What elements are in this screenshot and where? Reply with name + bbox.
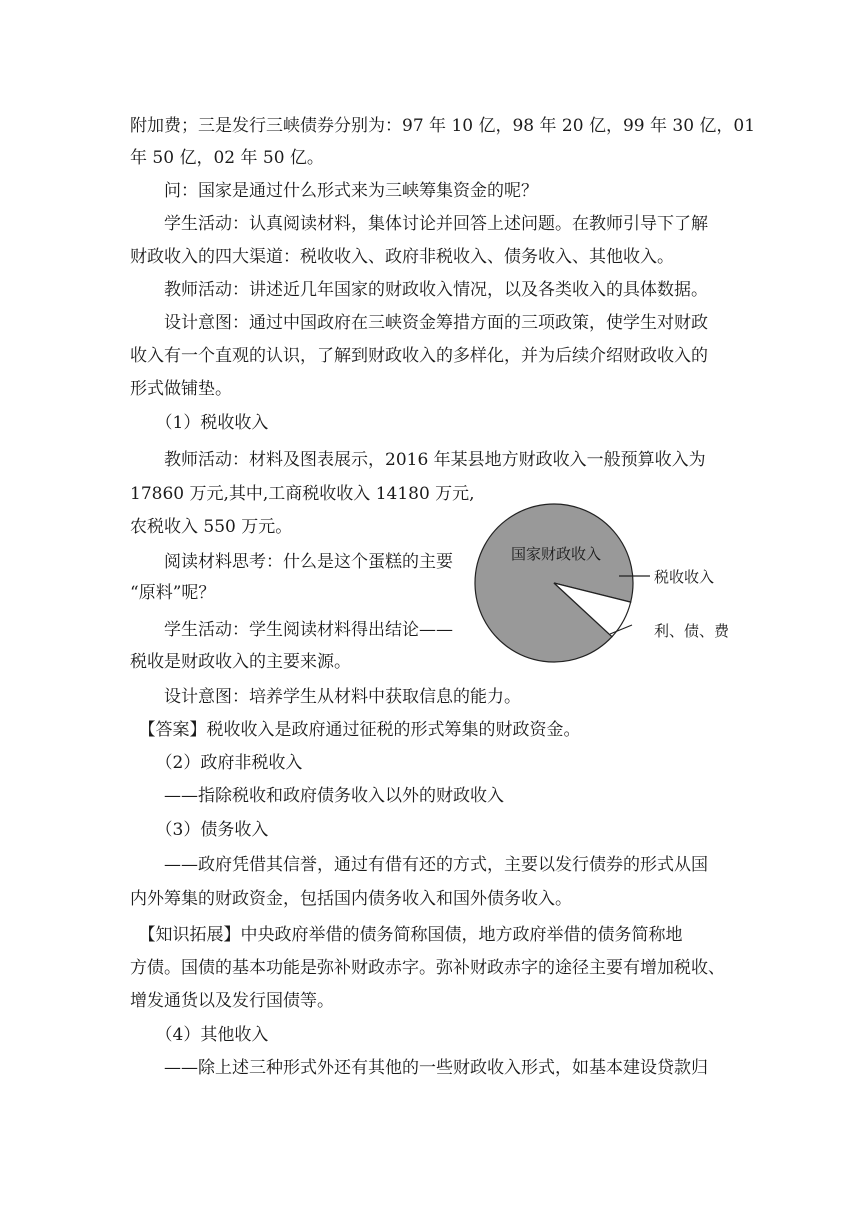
text-line-19: 【答案】税收收入是政府通过征税的形式筹集的财政资金。: [130, 720, 581, 740]
text-line-1: 附加费；三是发行三峡债券分别为：97 年 10 亿，98 年 20 亿，99 年 30 亿，01: [130, 116, 756, 136]
text-line-4: 学生活动：认真阅读材料，集体讨论并回答上述问题。在教师引导下了解: [130, 214, 708, 234]
text-line-26: 方债。国债的基本功能是弥补财政赤字。弥补财政赤字的途径主要有增加税收、: [130, 958, 725, 978]
text-line-3: 问：国家是通过什么形式来为三峡筹集资金的呢？: [130, 181, 538, 201]
text-line-25: 【知识拓展】中央政府举借的债务简称国债，地方政府举借的债务简称地: [130, 925, 683, 945]
text-line-13: 农税收入 550 万元。: [130, 517, 293, 537]
text-line-8: 收入有一个直观的认识，了解到财政收入的多样化，并为后续介绍财政收入的: [130, 346, 708, 366]
text-line-22: （3）债务收入: [130, 820, 269, 840]
text-line-28: （4）其他收入: [130, 1025, 269, 1045]
text-line-18: 设计意图：培养学生从材料中获取信息的能力。: [130, 687, 521, 707]
text-line-17: 税收是财政收入的主要来源。: [130, 652, 351, 672]
text-line-11: 教师活动：材料及图表展示，2016 年某县地方财政收入一般预算收入为: [130, 450, 706, 470]
text-line-2: 年 50 亿，02 年 50 亿。: [130, 148, 324, 168]
text-line-29: ——除上述三种形式外还有其他的一些财政收入形式，如基本建设贷款归: [130, 1058, 708, 1078]
text-line-12: 17860 万元,其中,工商税收收入 14180 万元,: [130, 484, 475, 504]
text-line-27: 增发通货以及发行国债等。: [130, 991, 334, 1011]
text-line-9: 形式做铺垫。: [130, 379, 232, 399]
text-line-23: ——政府凭借其信誉，通过有借有还的方式，主要以发行债券的形式从国: [130, 855, 708, 875]
pie-title: 国家财政收入: [511, 545, 602, 563]
text-line-10: （1）税收收入: [130, 413, 269, 433]
text-line-6: 教师活动：讲述近几年国家的财政收入情况，以及各类收入的具体数据。: [130, 280, 708, 300]
text-line-20: （2）政府非税收入: [130, 753, 303, 773]
text-line-14: 阅读材料思考：什么是这个蛋糕的主要: [130, 552, 453, 572]
text-line-5: 财政收入的四大渠道：税收收入、政府非税收入、债务收入、其他收入。: [130, 247, 674, 267]
pie-chart: [470, 498, 740, 678]
text-line-16: 学生活动：学生阅读材料得出结论——: [130, 620, 453, 640]
legend-label-tax: 税收收入: [654, 568, 715, 586]
text-line-24: 内外筹集的财政资金，包括国内债务收入和国外债务收入。: [130, 889, 572, 909]
legend-label-other: 利、债、费: [654, 622, 730, 640]
text-line-7: 设计意图：通过中国政府在三峡资金筹措方面的三项政策，使学生对财政: [130, 313, 708, 333]
text-line-15: “原料”呢？: [130, 583, 216, 603]
text-line-21: ——指除税收和政府债务收入以外的财政收入: [130, 786, 504, 806]
